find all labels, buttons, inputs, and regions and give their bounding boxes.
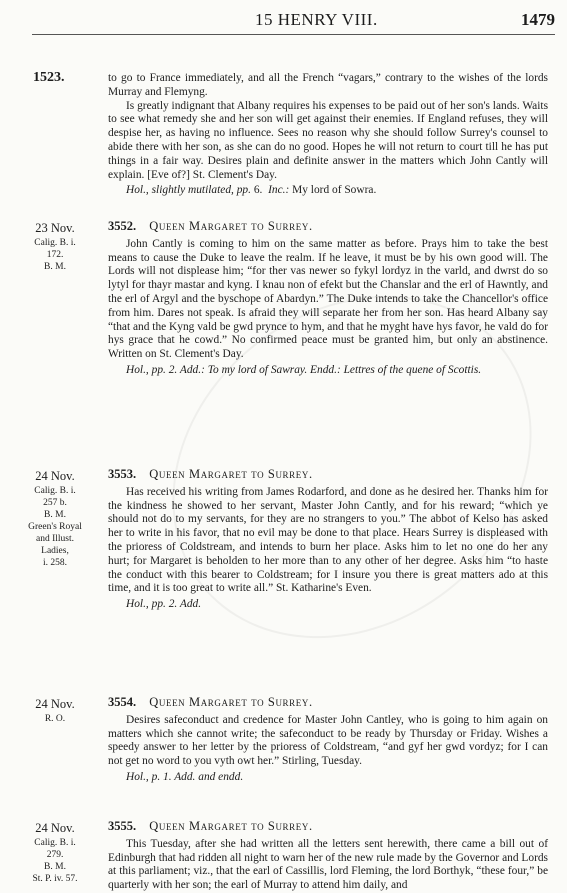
entry-title: Queen Margaret to Surrey. (149, 819, 313, 833)
sidebar-entry-3555 (14, 822, 96, 885)
footnote-italic: Hol., slightly mutilated, pp. (126, 184, 251, 197)
year-label: 1523. (33, 70, 65, 85)
entry-heading (108, 220, 548, 234)
entry-number: 3554. (108, 695, 137, 709)
entry-3555 (108, 820, 548, 893)
entry-date: 24 Nov. (35, 469, 75, 483)
footnote-inc: My lord of Sowra. (292, 184, 377, 197)
continuation-block (108, 72, 548, 198)
entry-3554 (108, 696, 548, 785)
source-ref: Calig. B. i. (34, 238, 76, 248)
entry-text: This Tuesday, after she had written all the letters sent herewith, there came a bill out of Edinburgh that had ridden all night to warn her of the new rule made by the Governor and Lords at this parliament; viz., that the earl of Cassillis, lord Fleming, the lord Borthyk, “these four,” be quarterly with her son; the earl of Murray to attend him daily, and (108, 837, 548, 892)
entry-heading (108, 820, 548, 834)
footnote-inc-label: Inc.: (268, 184, 290, 197)
header-rule (32, 34, 555, 35)
entry-3552 (108, 220, 548, 378)
source-ref: Ladies, (41, 546, 69, 556)
continuation-paragraph: to go to France immediately, and all the French “vagars,” contrary to the wishes of the lords Murray and Flemyng. (108, 72, 548, 98)
entry-heading (108, 696, 548, 710)
entry-footnote: Hol., pp. 2. Add. (126, 598, 202, 611)
entry-title: Queen Margaret to Surrey. (149, 695, 313, 709)
entry-date: 23 Nov. (35, 221, 75, 235)
entry-date: 24 Nov. (35, 821, 75, 835)
source-ref: and Illust. (36, 534, 74, 544)
source-ref: 257 b. (43, 498, 67, 508)
source-ref: Green's Royal (28, 522, 82, 532)
sidebar-entry-3553 (14, 470, 96, 569)
source-ref: B. M. (44, 862, 66, 872)
entry-number: 3552. (108, 219, 137, 233)
entry-3553 (108, 468, 548, 612)
entry-text: Desires safeconduct and credence for Master John Cantley, who is going to him again on matters which she cannot write; the safeconduct to be ready by Thursday or Friday. Wishes a speedy answer to her letter by the prioress of Coldstream, “and gyf her gwd vordyz; for I can not get no word to you vyth owt her.” Stirling, Tuesday. (108, 713, 548, 768)
source-ref: B. M. (44, 510, 66, 520)
source-ref: i. 258. (42, 558, 67, 568)
source-ref: 172. (46, 250, 64, 260)
entry-number: 3555. (108, 819, 137, 833)
entry-footnote: Hol., p. 1. Add. and endd. (126, 770, 244, 783)
entry-number: 3553. (108, 467, 137, 481)
running-head-title: 15 HENRY VIII. (255, 10, 378, 29)
running-head (0, 8, 567, 34)
source-ref: Calig. B. i. (34, 486, 76, 496)
sidebar-entry-3552 (14, 222, 96, 273)
sidebar-entry-3554 (14, 698, 96, 725)
source-ref: St. P. iv. 57. (32, 874, 78, 884)
page-number: 1479 (521, 10, 555, 29)
source-ref: 279. (46, 850, 64, 860)
entry-text: Has received his writing from James Rodarford, and done as he desired her. Thanks him for the kindness he showed to her servant, Master John Cantly, and for his reward; “which ye should not do to my servants, for they are no strangers to you.” The abbot of Kelso has asked her to write in his favor, that no evil may be done to that place. Hears Surrey is displeased with the prioress of Coldstream, and intends to burn her place. Asks him to let no one do her any hurt; for Margaret is beholden to her more than to any other of her degree. Asks him “to haste the conduct with this bearer to Coldstream; for I insure you there is great matters ado at this time, and it is too great to write all.” St. Katharine's Even. (108, 485, 548, 595)
entry-date: 24 Nov. (35, 697, 75, 711)
entry-text: John Cantly is coming to him on the same matter as before. Prays him to take the best means to cause the Duke to leave the realm. If he leave, it must be by his own good will. The Lords will not displease him; “for ther vas newer so fykyl lordyz in the varld, and dwrst do so lytyl for thayr mastar and kyng. I knau non of efekt but the Chanslar and the erl of Hawntly, and the erl of Argyl and the byschope of Abardyn.” The Duke intends to take the Chancellor's office from him. Dares not speak. Is afraid they will separate her from her son. Has heard Albany say “that and the Kyng vald be gwd prynce to hym, and that he myght have hys favor, he vald do for hys grace that he cowd.” No confirmed peace must be granted him, but only an abstinence. Written on St. Clement's Day. (108, 237, 548, 361)
continuation-paragraph: Is greatly indignant that Albany requires his expenses to be paid out of her son's lands. Waits to see what remedy she and her son will get against their enemies. If England refuses, they will despise her, as having no influence. Sees no reason why she should follow Surrey's counsel to abide there with her son, as she can do no good. Hopes he will not return to court till he has put things in a fair way. Desires plain and definite answer in the matters which John Cantly will explain. [Eve of?] St. Clement's Day. (108, 99, 548, 181)
footnote-pages: 6. (253, 184, 263, 197)
continuation-footnote (108, 184, 548, 198)
source-ref: B. M. (44, 262, 66, 272)
source-ref: R. O. (44, 714, 66, 724)
entry-title: Queen Margaret to Surrey. (149, 219, 313, 233)
entry-heading (108, 468, 548, 482)
entry-title: Queen Margaret to Surrey. (149, 467, 313, 481)
source-ref: Calig. B. i. (34, 838, 76, 848)
entry-footnote: Hol., pp. 2. Add.: To my lord of Sawray. Endd.: Lettres of the quene of Scottis. (126, 363, 482, 376)
